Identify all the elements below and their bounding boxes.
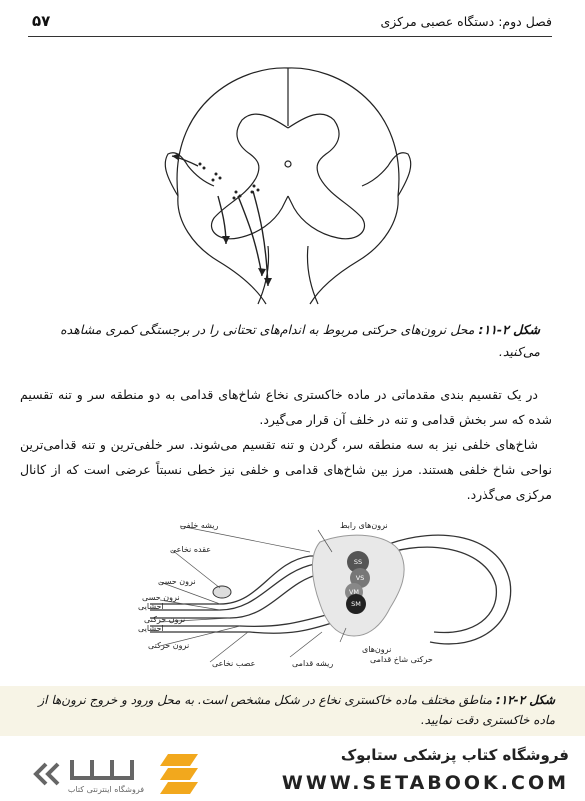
- figure2-caption: [20, 690, 555, 730]
- figure-gray-matter-zones: [70, 512, 530, 680]
- page-number: ۵۷: [32, 12, 51, 30]
- paragraph: شاخ‌های خلفی نیز به سه منطقه سر، گردن و تنه تقسیم می‌شوند. سر خلفی‌ترین و تنه قدامی‌ترین نواحی شاخ خلفی هستند. مرز بین شاخ‌های قدامی و خلفی نیز خطی نسبتاً عرضی است که از کانال مرکزی می‌گذرد.: [20, 437, 552, 502]
- setabook-logo: [28, 750, 208, 796]
- body-text: [20, 382, 552, 507]
- figure1-caption: [40, 319, 540, 363]
- label-spinal-nerve: عصب نخاعی: [212, 659, 256, 668]
- zone-sm-label: SM: [351, 600, 361, 608]
- footer-watermark: [0, 736, 585, 801]
- label-interneurons: نرون‌های رابط: [340, 521, 388, 530]
- label-motor-neuron: نرون حرکتی: [148, 641, 190, 650]
- page-header: [28, 10, 552, 37]
- zone-vs-label: VS: [355, 574, 365, 582]
- figure2-caption-text: مناطق مختلف ماده خاکستری نخاع در شکل مشخص است. به محل ورود و خروج نرون‌ها از ماده خاکستری دقت نمایید.: [38, 693, 555, 727]
- label-visceral-motor-1: نرون حرکتی: [144, 615, 186, 624]
- figure1-caption-text: محل نرون‌های حرکتی مربوط به اندام‌های تحتانی را در برجستگی کمری مشاهده می‌کنید.: [60, 322, 540, 359]
- label-visceral-sensory-2: احشایی: [138, 602, 164, 611]
- figure2-caption-label: شکل ۲-۱۲:: [495, 693, 555, 707]
- zone-ss-label: SS: [353, 558, 363, 566]
- figure-spinal-cord-cross-section: [158, 46, 418, 308]
- paragraph: در یک تقسیم بندی مقدماتی در ماده خاکستری نخاع شاخ‌های قدامی به دو منطقه سر و تنه تقسیم شده که سر بخش قدامی و تنه در خلف آن قرار می‌گیرد.: [20, 387, 552, 427]
- label-ventral-horn-neurons-1: نرون‌های: [362, 645, 392, 654]
- figure1-caption-label: شکل ۲-۱۱:: [478, 322, 540, 337]
- label-sensory-neuron: نرون حسی: [158, 577, 196, 586]
- zone-vm-label: VM: [348, 588, 360, 596]
- store-url[interactable]: WWW.SETABOOK.COM: [281, 772, 569, 794]
- label-visceral-sensory-1: نرون حسی: [142, 593, 180, 602]
- label-ganglion: عقده نخاعی: [170, 545, 212, 554]
- gray-matter: [312, 535, 404, 636]
- label-ventral-root: ریشه قدامی: [292, 659, 334, 668]
- label-ventral-horn-neurons-2: حرکتی شاخ قدامی: [370, 655, 433, 664]
- chapter-title: فصل دوم: دستگاه عصبی مرکزی: [380, 14, 552, 29]
- logo-tagline: فروشگاه اینترنتی کتاب: [67, 785, 145, 794]
- label-dorsal-root: ریشه خلفی: [180, 521, 219, 530]
- label-visceral-motor-2: احشایی: [138, 624, 164, 633]
- store-name: فروشگاه کتاب پزشکی ستابوک: [340, 746, 569, 764]
